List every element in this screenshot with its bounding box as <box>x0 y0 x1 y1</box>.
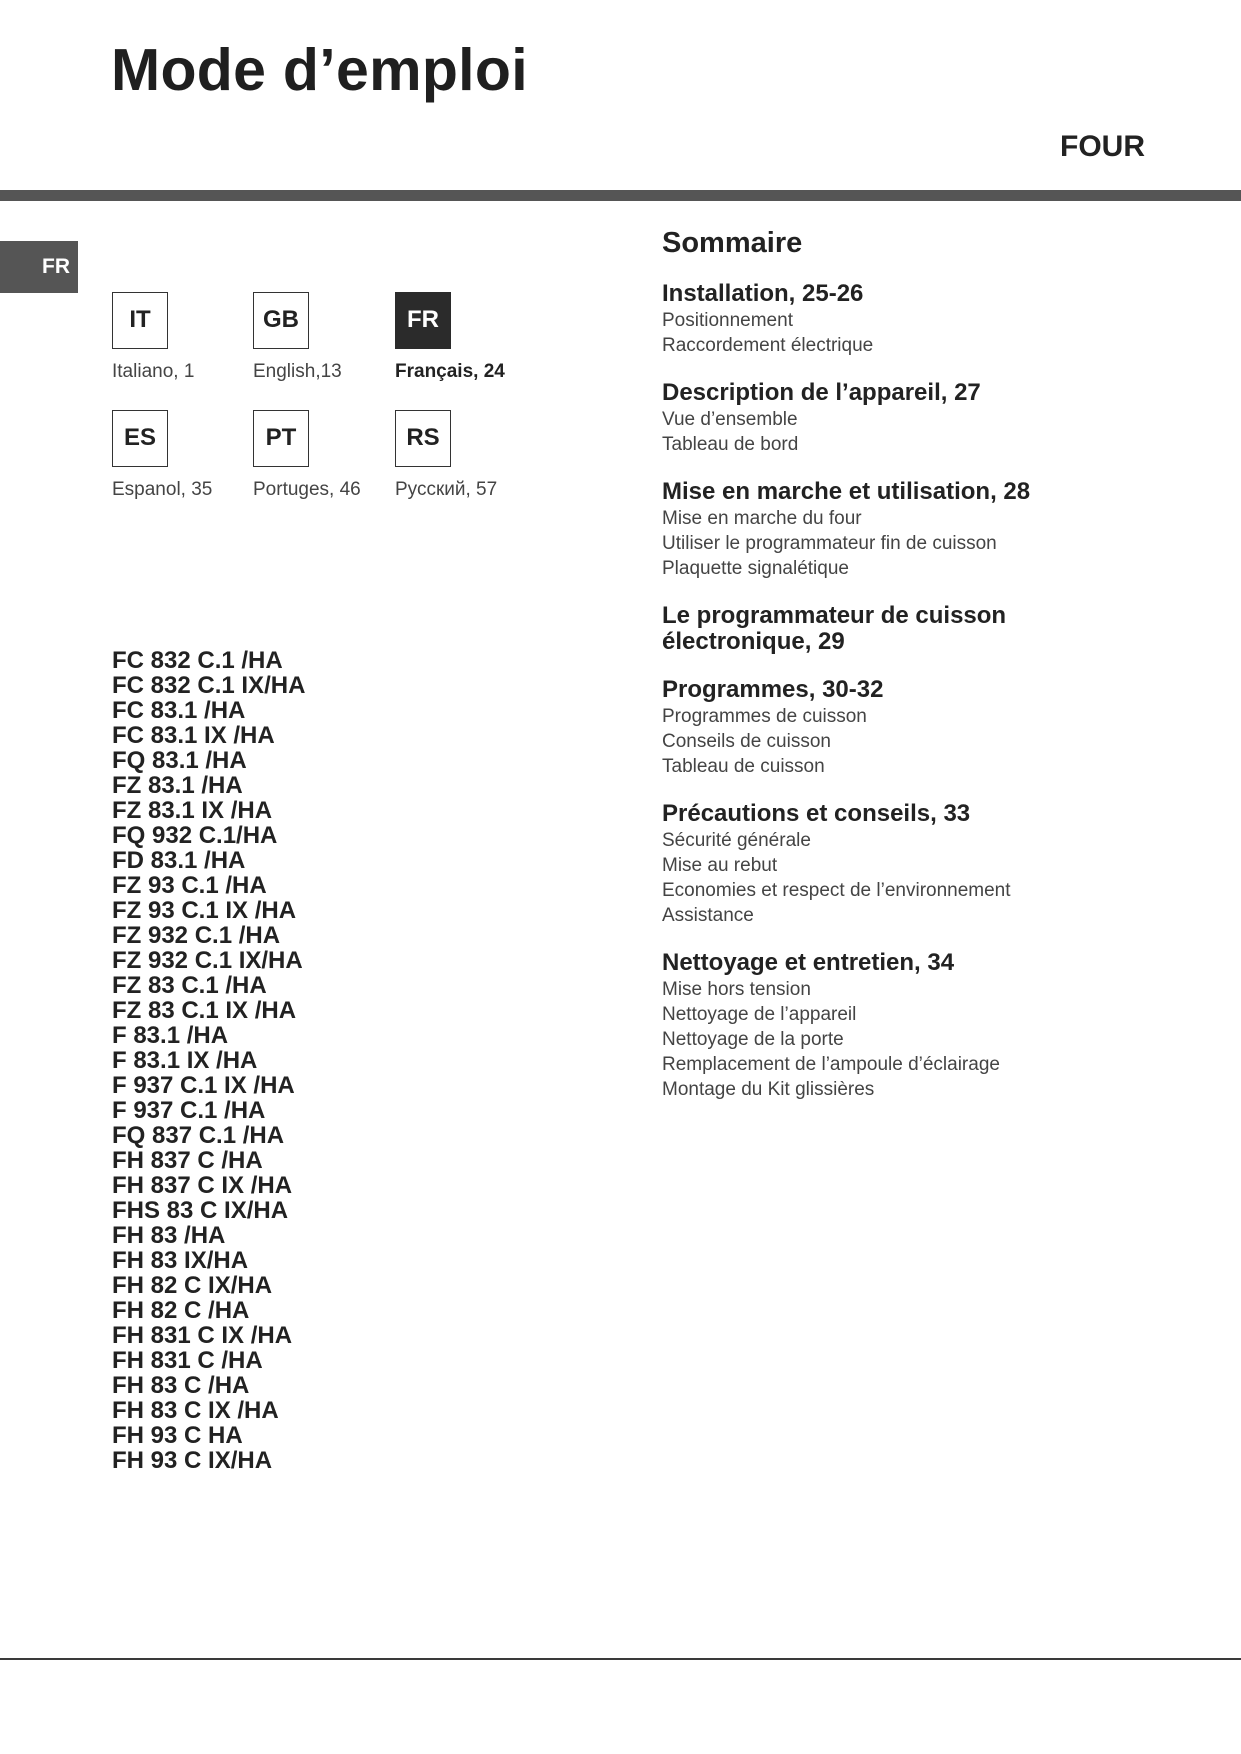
model-item: F 937 C.1 /HA <box>112 1097 266 1124</box>
model-item: FC 832 C.1 /HA <box>112 647 283 674</box>
toc-item[interactable]: Positionnement <box>662 310 793 331</box>
model-item: FC 832 C.1 IX/HA <box>112 672 306 699</box>
language-code: PT <box>253 410 309 467</box>
language-label: Espanol, 35 <box>112 479 213 500</box>
toc-section-programmateur[interactable] <box>662 603 1182 655</box>
language-code: IT <box>112 292 168 349</box>
product-label: FOUR <box>1060 130 1145 163</box>
language-it[interactable] <box>112 292 257 383</box>
model-item: FHS 83 C IX/HA <box>112 1197 289 1224</box>
header-divider <box>0 190 1241 201</box>
model-item: FH 93 C HA <box>112 1422 243 1449</box>
toc-section-mise-en-marche[interactable] <box>662 479 1182 581</box>
model-item: FD 83.1 /HA <box>112 847 246 874</box>
model-item: FH 82 C /HA <box>112 1297 250 1324</box>
toc-section-title[interactable]: Installation, 25-26 <box>662 280 864 307</box>
model-list <box>112 648 305 1473</box>
toc-section-nettoyage[interactable] <box>662 950 1182 1102</box>
language-code: RS <box>395 410 451 467</box>
model-item: FH 83 C IX /HA <box>112 1397 279 1424</box>
model-item: FZ 93 C.1 /HA <box>112 872 267 899</box>
toc-item[interactable]: Tableau de cuisson <box>662 756 825 777</box>
model-item: FZ 83.1 /HA <box>112 772 243 799</box>
model-item: FH 831 C /HA <box>112 1347 263 1374</box>
model-item: FZ 93 C.1 IX /HA <box>112 897 297 924</box>
language-code: GB <box>253 292 309 349</box>
model-item: FH 837 C /HA <box>112 1147 263 1174</box>
model-item: FZ 932 C.1 IX/HA <box>112 947 303 974</box>
toc-section-installation[interactable] <box>662 281 1182 358</box>
model-item: FH 83 IX/HA <box>112 1247 249 1274</box>
model-item: FZ 932 C.1 /HA <box>112 922 281 949</box>
toc-item[interactable]: Vue d’ensemble <box>662 409 798 430</box>
toc-item[interactable]: Mise au rebut <box>662 855 778 876</box>
toc-item[interactable]: Raccordement électrique <box>662 335 874 356</box>
toc-section-title[interactable]: Mise en marche et utilisation, 28 <box>662 478 1031 505</box>
language-code: FR <box>395 292 451 349</box>
model-item: FH 831 C IX /HA <box>112 1322 293 1349</box>
toc-item[interactable]: Assistance <box>662 905 754 926</box>
toc-section-precautions[interactable] <box>662 801 1182 928</box>
language-pt[interactable] <box>253 410 398 501</box>
model-item: FH 93 C IX/HA <box>112 1447 273 1474</box>
toc-item[interactable]: Mise en marche du four <box>662 508 862 529</box>
language-label: Français, 24 <box>395 361 505 382</box>
model-item: FQ 83.1 /HA <box>112 747 247 774</box>
footer-divider <box>0 1658 1241 1660</box>
toc-section-title[interactable]: Le programmateur de cuisson électronique, 29 <box>662 602 1007 655</box>
model-item: FH 83 /HA <box>112 1222 226 1249</box>
toc-section-title[interactable]: Description de l’appareil, 27 <box>662 379 981 406</box>
toc-section-programmes[interactable] <box>662 677 1182 779</box>
toc-item[interactable]: Programmes de cuisson <box>662 706 867 727</box>
model-item: FQ 837 C.1 /HA <box>112 1122 285 1149</box>
language-label: Italiano, 1 <box>112 361 195 382</box>
toc-section-title[interactable]: Programmes, 30-32 <box>662 676 884 703</box>
toc-item[interactable]: Nettoyage de la porte <box>662 1029 844 1050</box>
toc-item[interactable]: Plaquette signalétique <box>662 558 849 579</box>
toc-item[interactable]: Utiliser le programmateur fin de cuisson <box>662 533 997 554</box>
toc-item[interactable]: Sécurité générale <box>662 830 811 851</box>
toc-item[interactable]: Nettoyage de l’appareil <box>662 1004 857 1025</box>
model-item: FZ 83 C.1 /HA <box>112 972 267 999</box>
language-fr[interactable] <box>395 292 540 383</box>
toc-item[interactable]: Conseils de cuisson <box>662 731 831 752</box>
language-gb[interactable] <box>253 292 398 383</box>
language-label: Русский, 57 <box>395 479 498 500</box>
document-title: Mode d’emploi <box>111 37 528 103</box>
language-code: ES <box>112 410 168 467</box>
model-item: F 83.1 /HA <box>112 1022 229 1049</box>
model-item: FC 83.1 IX /HA <box>112 722 275 749</box>
model-item: FC 83.1 /HA <box>112 697 246 724</box>
model-item: FZ 83 C.1 IX /HA <box>112 997 297 1024</box>
toc-item[interactable]: Economies et respect de l’environnement <box>662 880 1011 901</box>
language-label: Portuges, 46 <box>253 479 361 500</box>
toc-item[interactable]: Remplacement de l’ampoule d’éclairage <box>662 1054 1000 1075</box>
toc-section-description[interactable] <box>662 380 1182 457</box>
model-item: F 83.1 IX /HA <box>112 1047 258 1074</box>
model-item: FH 83 C /HA <box>112 1372 250 1399</box>
toc-item[interactable]: Tableau de bord <box>662 434 799 455</box>
model-item: FQ 932 C.1/HA <box>112 822 278 849</box>
toc-heading: Sommaire <box>662 227 803 259</box>
toc-section-title[interactable]: Précautions et conseils, 33 <box>662 800 971 827</box>
toc-section-title[interactable]: Nettoyage et entretien, 34 <box>662 949 955 976</box>
language-es[interactable] <box>112 410 257 501</box>
model-item: FH 82 C IX/HA <box>112 1272 273 1299</box>
model-item: FH 837 C IX /HA <box>112 1172 293 1199</box>
toc-item[interactable]: Mise hors tension <box>662 979 811 1000</box>
language-rs[interactable] <box>395 410 540 501</box>
language-tab: FR <box>0 241 78 293</box>
model-item: F 937 C.1 IX /HA <box>112 1072 295 1099</box>
model-item: FZ 83.1 IX /HA <box>112 797 273 824</box>
toc-item[interactable]: Montage du Kit glissières <box>662 1079 875 1100</box>
language-label: English,13 <box>253 361 342 382</box>
table-of-contents <box>662 226 1182 1124</box>
